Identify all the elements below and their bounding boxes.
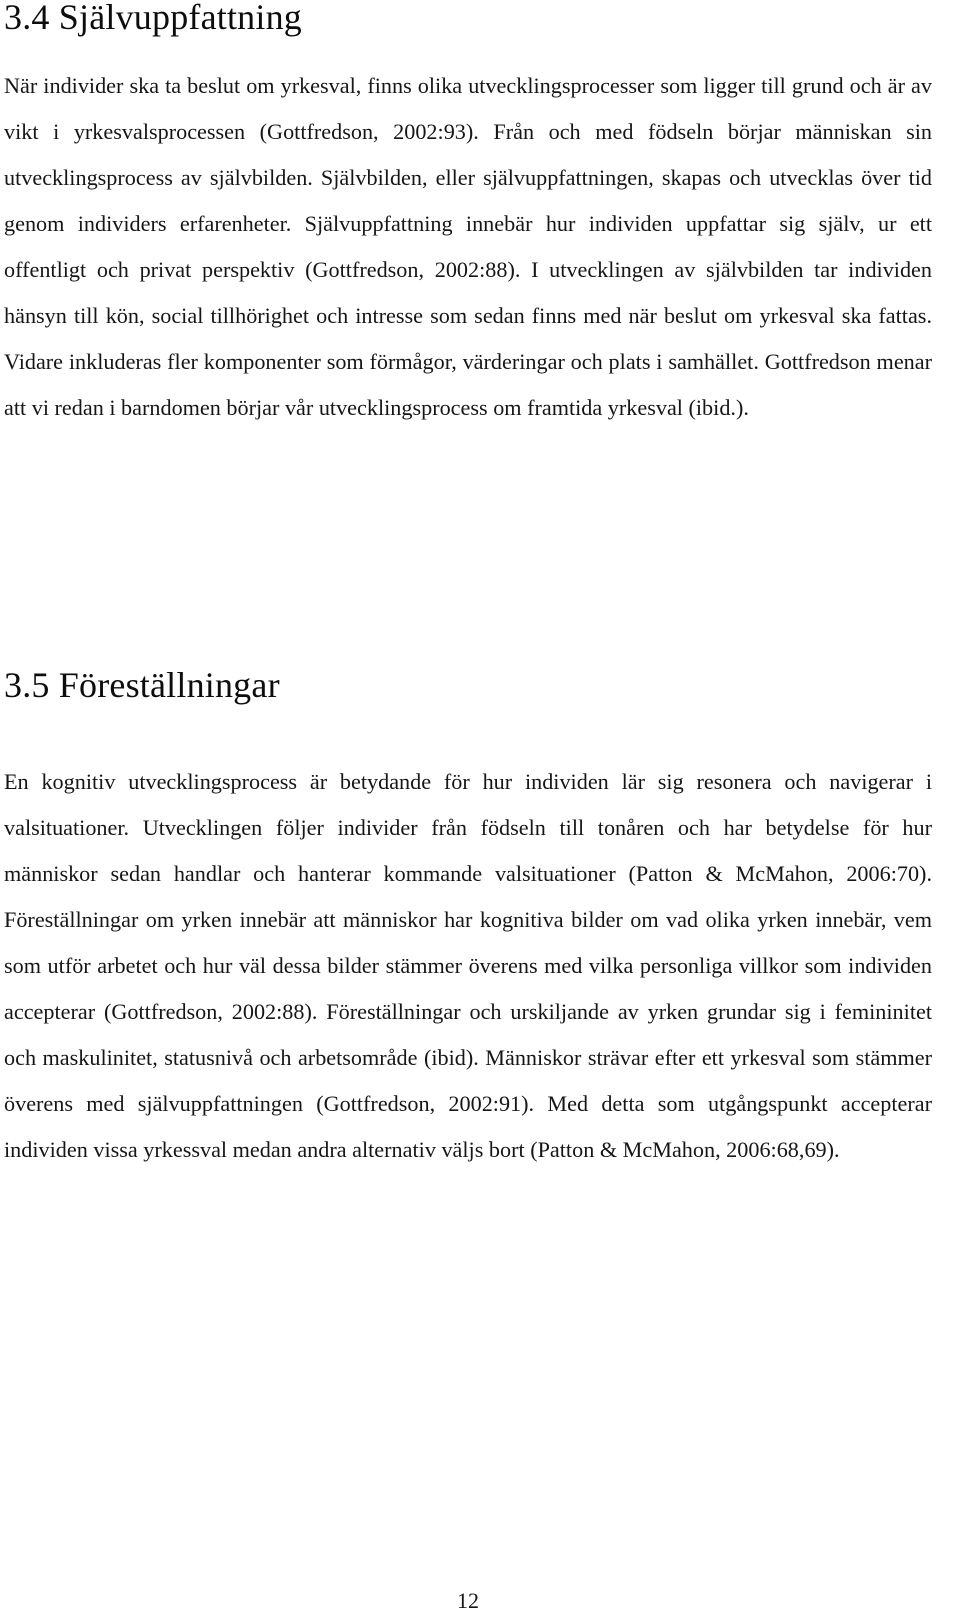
page-number: 12 xyxy=(457,1588,479,1613)
section-paragraph-self-perception: När individer ska ta beslut om yrkesval, finns olika utvecklingsprocesser som ligger till grund och är av vikt i yrkesvalsprocessen (Gottfredson, 2002:93). Från och med födseln börjar människan sin utvecklingsprocess av självbilden. Självbilden, eller självuppfattningen, skapas och utvecklas över tid genom individers erfarenheter. Självuppfattning innebär hur individen uppfattar sig själv, ur ett offentligt och privat perspektiv (Gottfredson, 2002:88). I utvecklingen av självbilden tar individen hänsyn till kön, social tillhörighet och intresse som sedan finns med när beslut om yrkesval ska fattas. Vidare inkluderas fler komponenter som förmågor, värderingar och plats i samhället. Gottfredson menar att vi redan i barndomen börjar vår utvecklingsprocess om framtida yrkesval (ibid.). xyxy=(4,73,932,420)
section-heading-conceptions: 3.5 Föreställningar xyxy=(4,665,280,705)
section-paragraph-conceptions: En kognitiv utvecklingsprocess är betydande för hur individen lär sig resonera och navigerar i valsituationer. Utvecklingen följer individer från födseln till tonåren och har betydelse för hur människor sedan handlar och hanterar kommande valsituationer (Patton & McMahon, 2006:70). Föreställningar om yrken innebär att människor har kognitiva bilder om vad olika yrken innebär, vem som utför arbetet och hur väl dessa bilder stämmer överens med vilka personliga villkor som individen accepterar (Gottfredson, 2002:88). Föreställningar och urskiljande av yrken grundar sig i femininitet och maskulinitet, statusnivå och arbetsområde (ibid). Människor strävar efter ett yrkesval som stämmer överens med självuppfattningen (Gottfredson, 2002:91). Med detta som utgångspunkt accepterar individen vissa yrkessval medan andra alternativ väljs bort (Patton & McMahon, 2006:68,69). xyxy=(4,769,932,1162)
section-heading-self-perception: 3.4 Självuppfattning xyxy=(4,0,302,37)
